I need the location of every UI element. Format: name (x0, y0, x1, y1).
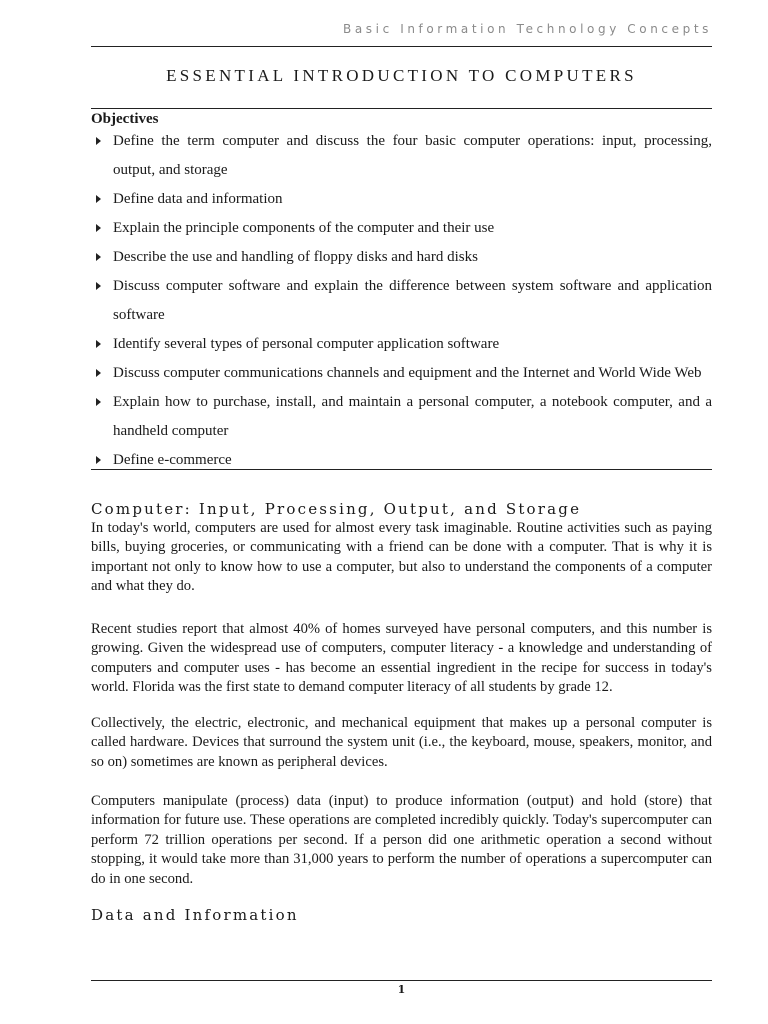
section-heading-input-processing: Computer: Input, Processing, Output, and Storage (91, 500, 582, 518)
objective-item (91, 359, 712, 388)
triangle-bullet-icon (96, 456, 101, 464)
body-paragraph: Collectively, the electric, electronic, and mechanical equipment that makes up a personal computer is called hardware. Devices that surround the system unit (i.e., the keyboard, mouse, speakers, monitor, and so on) sometimes are known as peripheral devices. (91, 715, 712, 770)
objectives-top-rule (91, 108, 712, 109)
objective-item (91, 185, 712, 214)
triangle-bullet-icon (96, 137, 101, 145)
body-paragraph: Computers manipulate (process) data (input) to produce information (output) and hold (store) that information for future use. These operations are completed incredibly quickly. Today's supercomputer can perform 72 trillion operations per second. If a person did one arithmetic operation a second without stopping, it would take more than 31,000 years to perform the number of operations a supercomputer can do in one second. (91, 793, 712, 887)
objective-text: Explain the principle components of the computer and their use (113, 220, 495, 236)
running-head: Basic Information Technology Concepts (343, 22, 712, 36)
footer-rule (91, 980, 712, 981)
objectives-list (91, 127, 712, 475)
header-rule (91, 46, 712, 47)
section-heading-data-information: Data and Information (91, 906, 299, 924)
objective-text: Describe the use and handling of floppy disks and hard disks (113, 249, 478, 265)
objective-item (91, 214, 712, 243)
objective-item (91, 388, 712, 446)
objective-text: Define e-commerce (113, 452, 232, 468)
objective-item (91, 330, 712, 359)
triangle-bullet-icon (96, 224, 101, 232)
objective-text: Explain how to purchase, install, and maintain a personal computer, a notebook computer, and a handheld computer (113, 394, 712, 439)
triangle-bullet-icon (96, 398, 101, 406)
triangle-bullet-icon (96, 195, 101, 203)
objective-text: Define data and information (113, 191, 283, 207)
objectives-bottom-rule (91, 469, 712, 470)
triangle-bullet-icon (96, 253, 101, 261)
objective-text: Discuss computer software and explain the difference between system software and application software (113, 278, 712, 323)
objective-item (91, 127, 712, 185)
objectives-heading: Objectives (91, 111, 159, 127)
body-paragraph: Recent studies report that almost 40% of homes surveyed have personal computers, and this number is growing. Given the widespread use of computers, computer literacy - a knowledge and understanding of computers and computer uses - has become an essential ingredient in the recipe for success in today's world. Florida was the first state to demand computer literacy of all students by grade 12. (91, 621, 712, 696)
objective-item (91, 272, 712, 330)
objective-text: Identify several types of personal computer application software (113, 336, 500, 352)
triangle-bullet-icon (96, 340, 101, 348)
objective-text: Discuss computer communications channels and equipment and the Internet and World Wide Web (113, 365, 702, 381)
body-paragraph: In today's world, computers are used for almost every task imaginable. Routine activities such as paying bills, buying groceries, or communicating with a friend can be done with a computer. That is why it is important not only to know how to use a computer, but also to understand the components of a computer and what they do. (91, 520, 712, 595)
triangle-bullet-icon (96, 282, 101, 290)
page-title: ESSENTIAL INTRODUCTION TO COMPUTERS (166, 66, 637, 85)
objective-item (91, 446, 712, 475)
triangle-bullet-icon (96, 369, 101, 377)
page-number: 1 (397, 983, 406, 996)
objective-text: Define the term computer and discuss the four basic computer operations: input, processing, output, and storage (113, 133, 712, 178)
objective-item (91, 243, 712, 272)
